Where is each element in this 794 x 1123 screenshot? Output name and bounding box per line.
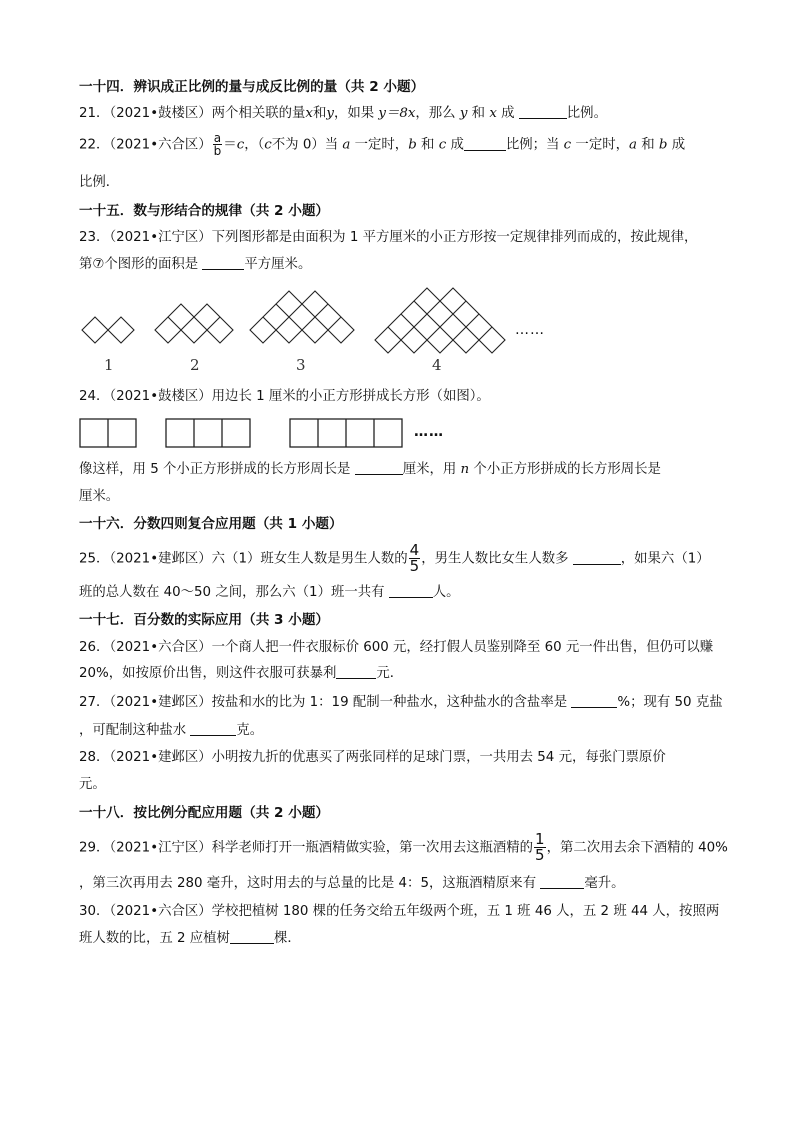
question-25-line1: 25．（2021•建邺区）六（1）班女生人数是男生人数的 $\frac{4}{5}$ ，男生人数比女生人数多 ，如果六（1） bbox=[79, 541, 710, 575]
answer-blank[interactable] bbox=[230, 930, 274, 944]
fraction-a-over-b: $\frac{a}{b}$ bbox=[213, 131, 222, 158]
question-21: 21．（2021•鼓楼区）两个相关联的量x和y，如果 y＝8x，那么 y 和 x 成 比例。 bbox=[79, 106, 607, 121]
section-heading-14: 一十四．辨识成正比例的量与成反比例的量（共 2 小题） bbox=[79, 79, 425, 95]
figure-label-1: 1 bbox=[104, 356, 114, 374]
question-27-line1: 27．（2021•建邺区）按盐和水的比为 1：19 配制一种盐水，这种盐水的含盐率是 %；现有 50 克盐 bbox=[79, 695, 723, 710]
section-heading-16: 一十六．分数四则复合应用题（共 1 小题） bbox=[79, 516, 343, 532]
answer-blank[interactable] bbox=[464, 137, 506, 151]
answer-blank[interactable] bbox=[190, 722, 236, 736]
question-22-line2: 比例． bbox=[79, 175, 120, 190]
question-25-line2: 班的总人数在 40～50 之间，那么六（1）班一共有 人。 bbox=[79, 585, 460, 600]
diamond-figure-4 bbox=[375, 288, 505, 353]
answer-blank[interactable] bbox=[573, 551, 621, 565]
answer-blank[interactable] bbox=[389, 584, 433, 598]
diamond-figure-3 bbox=[250, 291, 354, 343]
diamond-pattern-figure bbox=[0, 285, 794, 385]
question-29-line1: 29．（2021•江宁区）科学老师打开一瓶酒精做实验，第一次用去这瓶酒精的 $\frac{1}{5}$ ，第二次用去余下酒精的 40% bbox=[79, 830, 728, 864]
question-30-line1: 30．（2021•六合区）学校把植树 180 棵的任务交给五年级两个班，五 1 班 46 人，五 2 班 44 人，按照两 bbox=[79, 904, 720, 919]
answer-blank[interactable] bbox=[355, 461, 403, 475]
figure-23-ellipsis: …… bbox=[515, 322, 545, 338]
rectangle-squares-figure bbox=[0, 414, 794, 454]
question-24-line1: 24．（2021•鼓楼区）用边长 1 厘米的小正方形拼成长方形（如图）。 bbox=[79, 389, 490, 404]
question-24-line3: 厘米。 bbox=[79, 489, 120, 504]
rect-3-squares bbox=[166, 419, 250, 447]
figure-label-3: 3 bbox=[296, 356, 306, 374]
answer-blank[interactable] bbox=[336, 665, 376, 679]
section-heading-18: 一十八．按比例分配应用题（共 2 小题） bbox=[79, 805, 330, 821]
fraction-4-5: $\frac{4}{5}$ bbox=[409, 541, 420, 575]
figure-label-2: 2 bbox=[190, 356, 200, 374]
question-26-line1: 26．（2021•六合区）一个商人把一件衣服标价 600 元，经打假人员鉴别降至 60 元一件出售，但仍可以赚 bbox=[79, 640, 714, 655]
question-30-line2: 班人数的比，五 2 应植树 棵． bbox=[79, 931, 301, 946]
fraction-1-5: $\frac{1}{5}$ bbox=[535, 830, 545, 864]
figure-24-ellipsis: …… bbox=[414, 424, 444, 440]
question-22: 22．（2021•六合区） $\frac{a}{b}$ ＝c，（c不为 0）当 a 一定时，b 和 c 成 比例；当 c 一定时，a 和 b 成 bbox=[79, 131, 686, 158]
figure-label-4: 4 bbox=[432, 356, 442, 374]
answer-blank[interactable] bbox=[519, 105, 567, 119]
question-23-line2: 第⑦个图形的面积是 平方厘米。 bbox=[79, 257, 312, 272]
section-heading-17: 一十七．百分数的实际应用（共 3 小题） bbox=[79, 612, 330, 628]
question-23-line1: 23．（2021•江宁区）下列图形都是由面积为 1 平方厘米的小正方形按一定规律排列而成的，按此规律， bbox=[79, 230, 698, 245]
section-heading-15: 一十五．数与形结合的规律（共 2 小题） bbox=[79, 203, 330, 219]
question-28-line1: 28．（2021•建邺区）小明按九折的优惠买了两张同样的足球门票，一共用去 54 元，每张门票原价 bbox=[79, 750, 666, 765]
question-27-line2: ，可配制这种盐水 克。 bbox=[79, 723, 264, 738]
question-26-line2: 20%，如按原价出售，则这件衣服可获暴利 元． bbox=[79, 666, 404, 681]
answer-blank[interactable] bbox=[571, 694, 617, 708]
answer-blank[interactable] bbox=[540, 875, 584, 889]
diamond-figure-1 bbox=[82, 317, 134, 343]
diamond-figure-2 bbox=[155, 304, 233, 343]
question-24-line2: 像这样，用 5 个小正方形拼成的长方形周长是 厘米，用 n 个小正方形拼成的长方形周长是 bbox=[79, 462, 661, 477]
answer-blank[interactable] bbox=[202, 256, 244, 270]
question-29-line2: ，第三次再用去 280 毫升，这时用去的与总量的比是 4：5，这瓶酒精原来有 毫升。 bbox=[79, 876, 625, 891]
question-28-line2: 元。 bbox=[79, 777, 106, 792]
